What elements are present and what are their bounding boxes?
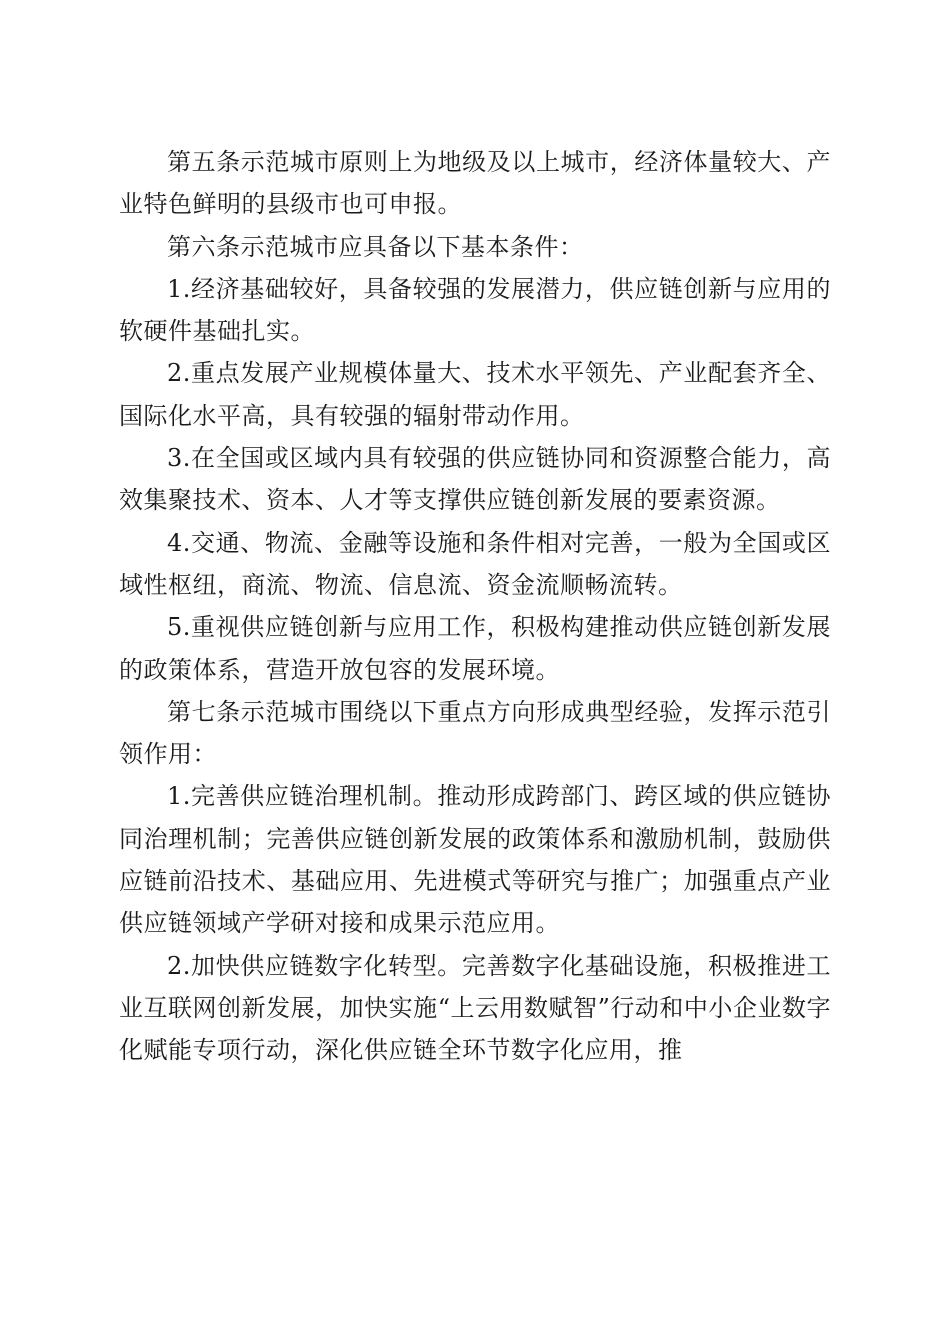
paragraph-article-7: 第七条示范城市围绕以下重点方向形成典型经验，发挥示范引领作用：: [119, 697, 831, 769]
paragraph-article-6-item-5: 5.重视供应链创新与应用工作，积极构建推动供应链创新发展的政策体系，营造开放包容的发展环境。: [119, 613, 831, 684]
paragraph-article-6-item-1: 1.经济基础较好，具备较强的发展潜力，供应链创新与应用的软硬件基础扎实。: [119, 274, 831, 346]
paragraph-article-7-item-1: 1.完善供应链治理机制。推动形成跨部门、跨区域的供应链协同治理机制；完善供应链创新发展的政策体系和激励机制，鼓励供应链前沿技术、基础应用、先进模式等研究与推广；加强重点产业供应链领域产学研对接和成果示范应用。: [119, 782, 831, 938]
paragraph-article-6-item-4: 4.交通、物流、金融等设施和条件相对完善，一般为全国或区域性枢纽，商流、物流、信息流、资金流顺畅流转。: [119, 528, 831, 599]
paragraph-article-6: 第六条示范城市应具备以下基本条件：: [167, 232, 584, 261]
paragraph-article-7-item-2: 2.加快供应链数字化转型。完善数字化基础设施，积极推进工业互联网创新发展，加快实施“上云用数赋智”行动和中小企业数字化赋能专项行动，深化供应链全环节数字化应用，推: [119, 951, 831, 1065]
paragraph-article-6-item-2: 2.重点发展产业规模体量大、技术水平领先、产业配套齐全、国际化水平高，具有较强的辐射带动作用。: [119, 359, 831, 430]
document-body: [119, 141, 831, 1072]
paragraph-article-5: 第五条示范城市原则上为地级及以上城市，经济体量较大、产业特色鲜明的县级市也可申报。: [119, 148, 831, 219]
paragraph-article-6-item-3: 3.在全国或区域内具有较强的供应链协同和资源整合能力，高效集聚技术、资本、人才等支撑供应链创新发展的要素资源。: [119, 444, 831, 515]
